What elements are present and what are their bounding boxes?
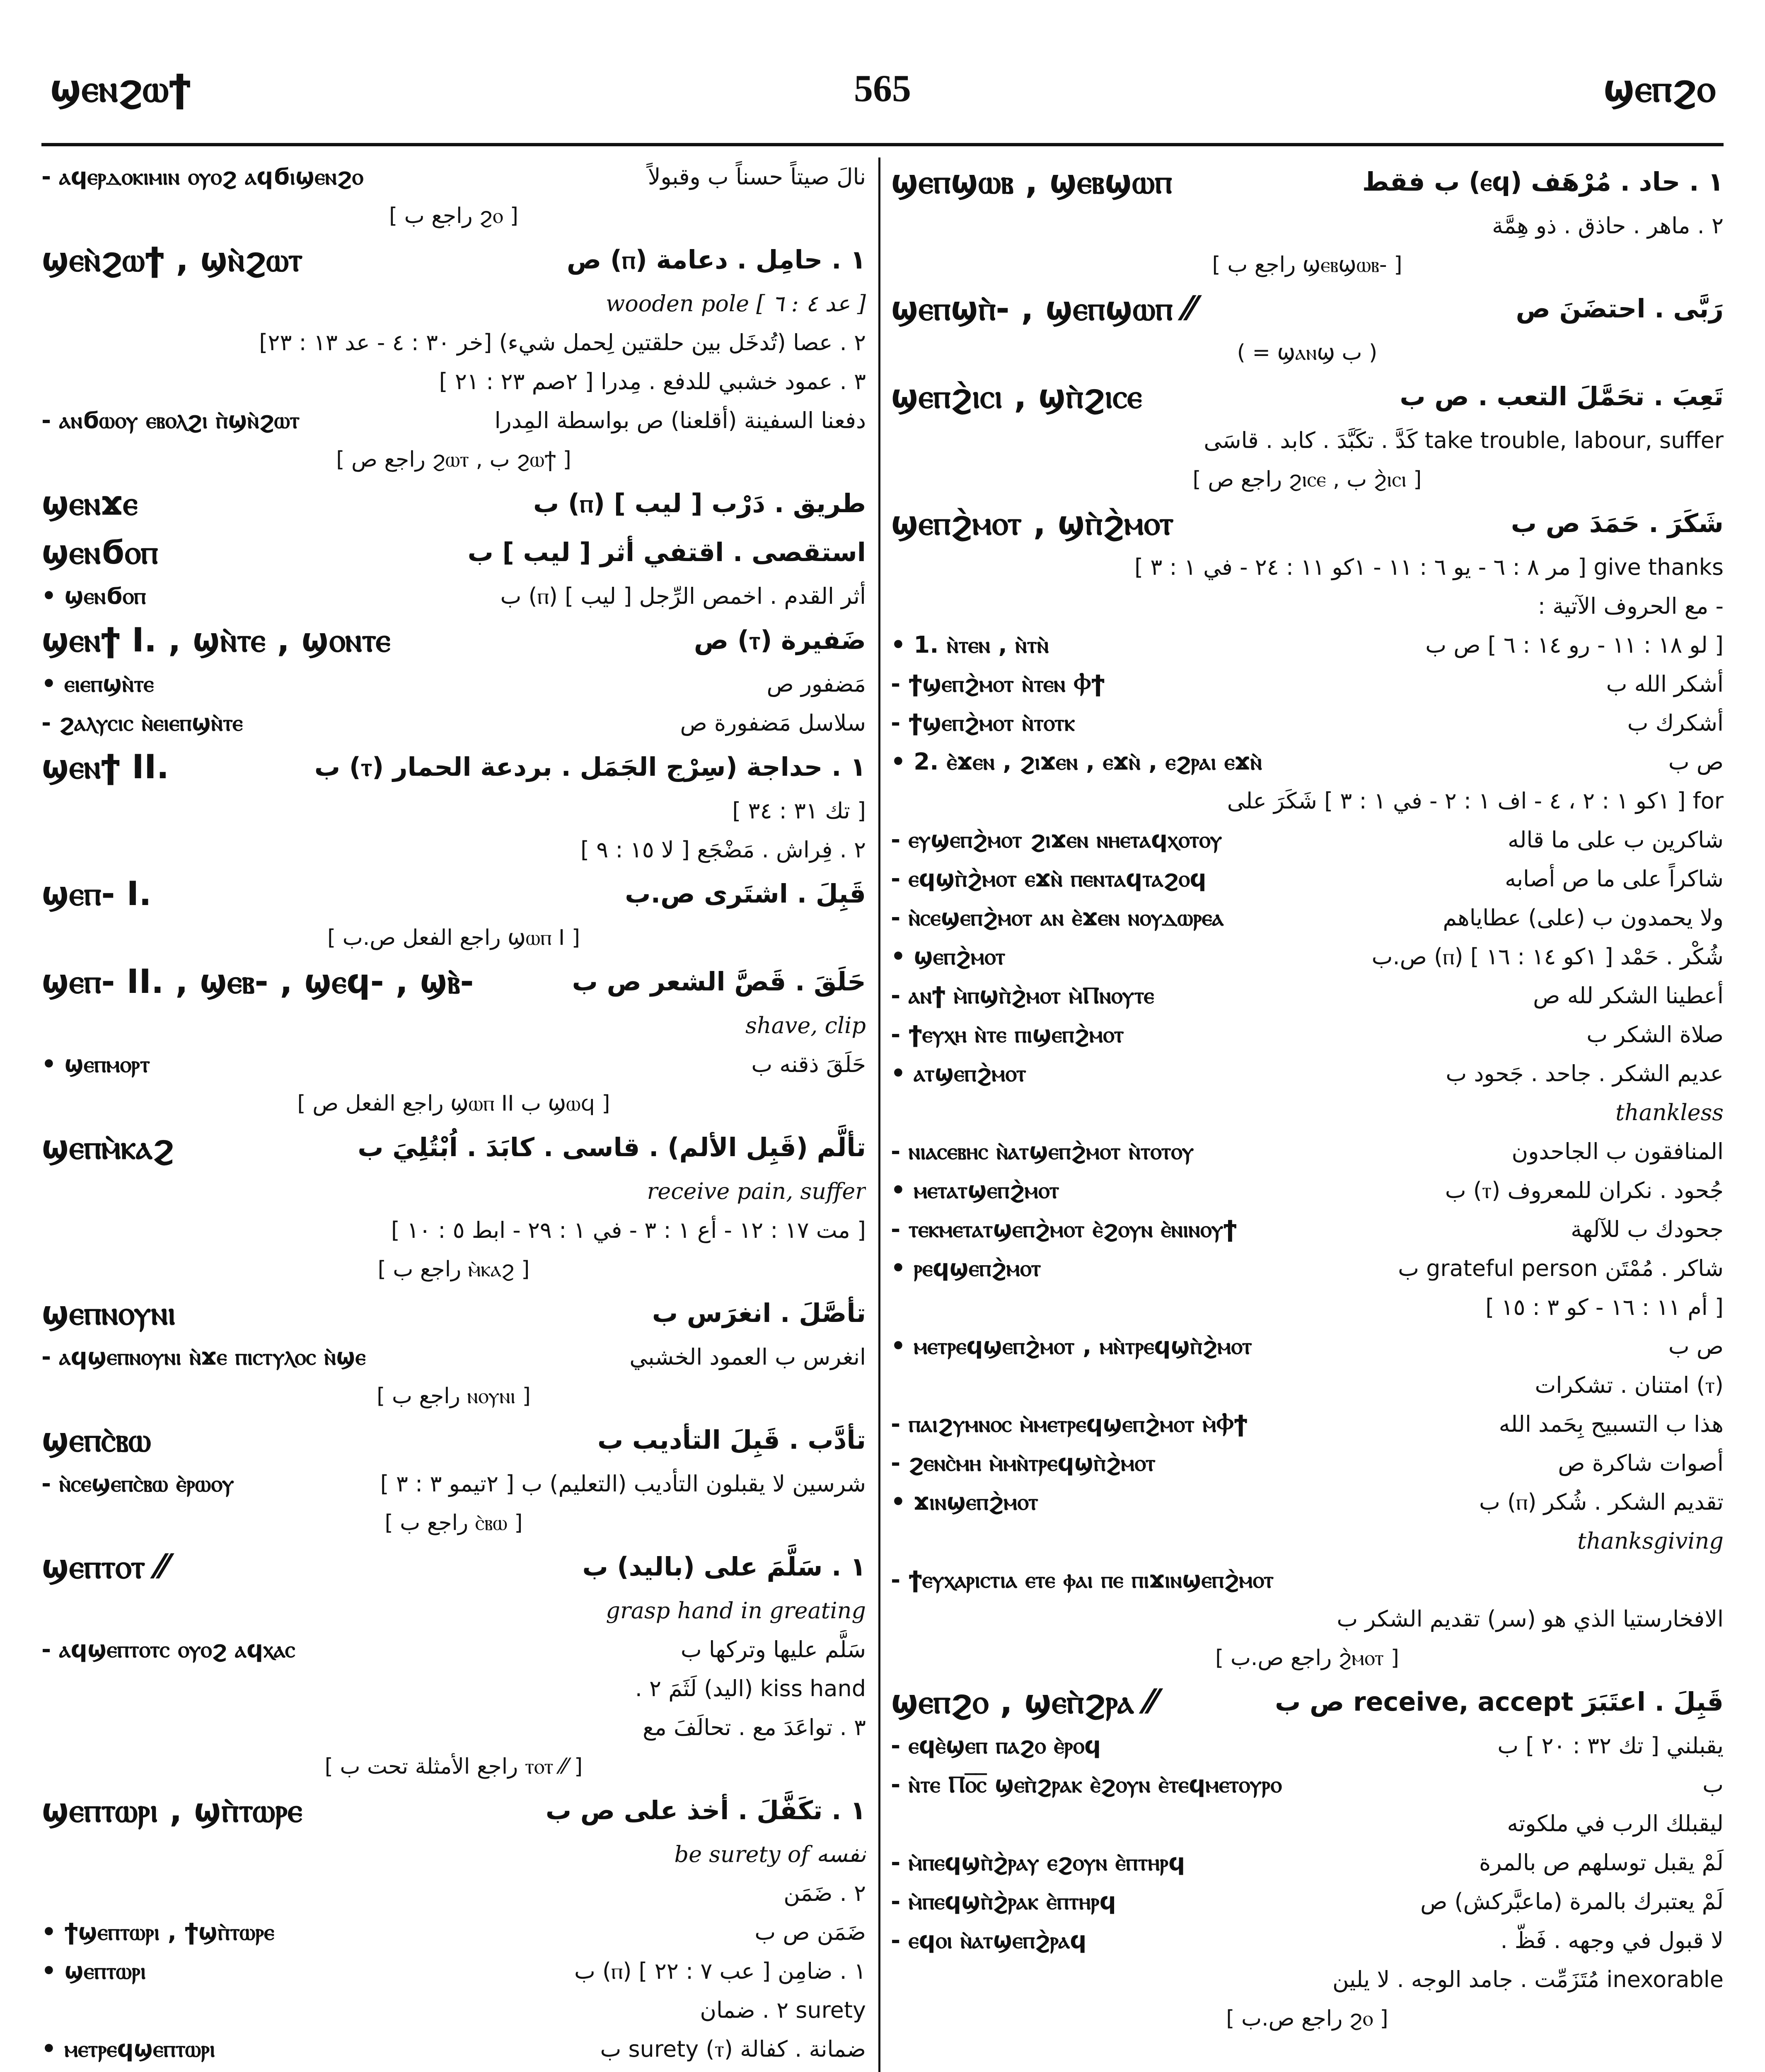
- arabic-text: شَكَرَ . حَمَدَ ص ب: [1511, 508, 1724, 538]
- arabic-text: أشكرك ب: [1627, 710, 1724, 736]
- arabic-text: ليقبلك الرب في ملكوته: [1507, 1811, 1724, 1837]
- coptic-text: - ϩⲁⲗⲩⲥⲓⲥ ⲛ̀ⲉⲓⲉⲡϣⲛ̀ⲧⲉ: [41, 709, 243, 736]
- dictionary-line: [891, 1483, 1724, 1522]
- dictionary-line: [41, 1913, 866, 1952]
- dictionary-line: [891, 937, 1724, 976]
- arabic-text: ولا يحمدون ب (على) عطاياهم: [1443, 905, 1724, 931]
- dictionary-line: [891, 421, 1724, 460]
- dictionary-line: [41, 1503, 866, 1542]
- coptic-text: • ϣⲉⲡⲧⲱⲣⲓ: [41, 1958, 146, 1985]
- arabic-text: شُكْر . حَمْد [ ١كو ١٤ : ١٦ ] (ⲡ) ص.ب: [1371, 944, 1724, 970]
- dictionary-line: [41, 1835, 866, 1874]
- coptic-text: • 2. ⲉ̀ϫⲉⲛ , ϩⲓϫⲉⲛ , ⲉϫⲛ̀ , ⲉϩⲣⲁⲓ ⲉϫⲛ̀: [891, 748, 1262, 775]
- dictionary-line: [891, 665, 1724, 704]
- column-divider: [878, 157, 880, 2072]
- coptic-text: ϣⲉⲛϫⲉ: [41, 484, 138, 523]
- dictionary-line: [41, 1338, 866, 1377]
- coptic-text: - ⲁϥⲉⲣⲇⲟⲕⲓⲙⲓⲛ ⲟⲩⲟϩ ⲁϥϭⲓϣⲉⲛϩⲟ: [41, 163, 363, 190]
- coptic-text: ϣⲉⲡϣⲡ̀- , ϣⲉⲡϣⲱⲡ ⁄⁄: [891, 289, 1196, 328]
- coptic-text: - ϯϣⲉⲡϩ̀ⲙⲟⲧ ⲛ̀ⲧⲟⲧⲕ: [891, 709, 1075, 736]
- cross-reference: [ راجع ص.ب ϩⲟ ]: [1226, 2006, 1388, 2031]
- english-gloss: receive pain, suffer: [647, 1178, 866, 1204]
- cross-reference: [ راجع ص.ب ϩ̀ⲙⲟⲧ ]: [1215, 1646, 1399, 1670]
- arabic-text: ٢ . ماهر . حاذق . ذو هِمَّة: [1492, 213, 1724, 239]
- dictionary-line: [891, 704, 1724, 743]
- arabic-text: استقصى . اقتفي أثر [ ليب ] ب: [467, 537, 866, 567]
- cross-reference: [ راجع الفعل ص.ب ϣⲱⲡ I ]: [327, 925, 580, 950]
- page-header: [41, 41, 1724, 124]
- arabic-text: ص ب: [1668, 1333, 1724, 1359]
- arabic-text: ب: [1702, 1772, 1724, 1798]
- dictionary-line: [891, 157, 1724, 206]
- arabic-text: نالَ صيتاً حسناً ب وقبولاً: [648, 164, 866, 190]
- dictionary-line: [41, 1786, 866, 1835]
- dictionary-line: [891, 587, 1724, 626]
- coptic-text: ϣⲉⲡϣⲱⲃ , ϣⲉⲃϣⲱⲡ: [891, 162, 1172, 201]
- coptic-text: • ⲙⲉⲧⲣⲉϥϣⲉⲡⲧⲱⲣⲓ: [41, 2036, 215, 2062]
- coptic-text: ϣⲉⲛ̀ϩⲱϯ , ϣⲛ̀ϩⲱⲧ: [41, 240, 303, 279]
- cross-reference: [ راجع الفعل ص ϣⲱⲡ II ب ϣⲱϥ ]: [297, 1091, 610, 1116]
- coptic-text: • ϯϣⲉⲡⲧⲱⲣⲓ , ϯϣⲡ̀ⲧⲱⲣⲉ: [41, 1919, 275, 1946]
- arabic-text: ٢ . عصا (تُدخَل بين حلقتين لِحمل شيء) [خر ٣٠ : ٤ - عد ١٣ : ٢٣]: [259, 329, 866, 356]
- arabic-text: ١ . ضامِن [ عب ٧ : ٢٢ ] (ⲡ) ب: [574, 1958, 866, 1984]
- dictionary-line: [41, 1172, 866, 1211]
- dictionary-line: [41, 440, 866, 479]
- arabic-text: take trouble, labour, suffer كَدَّ . تكَبَّدَ . كابد . قاسَى: [1204, 427, 1724, 453]
- arabic-text: الافخارستيا الذي هو (سر) تقديم الشكر ب: [1337, 1606, 1724, 1632]
- dictionary-line: [891, 1249, 1724, 1288]
- dictionary-line: [41, 1464, 866, 1503]
- coptic-text: • ⲉⲓⲉⲡϣⲛ̀ⲧⲉ: [41, 670, 154, 697]
- coptic-text: ϣⲉⲛϯ II.: [41, 748, 169, 786]
- arabic-text: عديم الشكر . جاحد . جَحود ب: [1446, 1060, 1724, 1087]
- coptic-text: - ⲛ̀ⲥⲉϣⲉⲡϩ̀ⲙⲟⲧ ⲁⲛ ⲉ̀ϫⲉⲛ ⲛⲟⲩⲇⲱⲣⲉⲁ: [891, 904, 1224, 931]
- dictionary-line: [891, 1288, 1724, 1327]
- cross-reference: [ راجع ب ⲛⲟⲩⲛⲓ ]: [377, 1384, 531, 1409]
- dictionary-line: [891, 1093, 1724, 1132]
- dictionary-line: [41, 401, 866, 440]
- dictionary-line: [41, 157, 866, 196]
- english-gloss: thanksgiving: [1577, 1528, 1724, 1554]
- coptic-text: ϣⲉⲡϩ̀ⲓⲥⲓ , ϣⲡ̀ϩⲓⲥⲉ: [891, 377, 1142, 416]
- coptic-text: ϣⲉⲡ- I.: [41, 874, 152, 913]
- dictionary-line: [41, 1084, 866, 1123]
- dictionary-line: [41, 1630, 866, 1669]
- dictionary-line: [891, 1804, 1724, 1843]
- arabic-text: ١ . حامِل . دعامة (ⲡ) ص: [566, 244, 866, 275]
- coptic-text: - ⲛ̀ⲧⲉ Ⲡⲟ̅ⲥ̅ ϣⲉⲡ̀ϩⲣⲁⲕ ⲉ̀ϩⲟⲩⲛ ⲉ̀ⲧⲉϥⲙⲉⲧⲟⲩⲣⲟ: [891, 1771, 1282, 1798]
- arabic-text: يقبلني [ تك ٣٢ : ٢٠ ] ب: [1497, 1733, 1724, 1759]
- arabic-text: surety ٢ . ضمان: [700, 1997, 866, 2023]
- coptic-text: • ⲙⲉⲧⲣⲉϥϣⲉⲡϩ̀ⲙⲟⲧ , ⲙⲛ̀ⲧⲣⲉϥϣⲡ̀ϩ̀ⲙⲟⲧ: [891, 1333, 1252, 1360]
- dictionary-line: [891, 821, 1724, 859]
- arabic-text: أصوات شاكرة ص: [1558, 1450, 1724, 1476]
- english-gloss: thankless: [1615, 1099, 1724, 1126]
- coptic-text: - ⲡⲁⲓϩⲩⲙⲛⲟⲥ ⲙ̀ⲙⲉⲧⲣⲉϥϣⲉⲡϩ̀ⲙⲟⲧ ⲙ̀Ⲫϯ: [891, 1411, 1248, 1438]
- coptic-text: [41, 2069, 290, 2072]
- english-gloss: wooden pole [ عد ٤ : ٦ ]: [606, 290, 866, 317]
- coptic-text: - ⲁⲛϯ ⲙ̀ⲡϣⲡ̀ϩ̀ⲙⲟⲧ ⲙ̀Ⲡⲛⲟⲩⲧⲉ: [891, 982, 1154, 1009]
- coptic-text: - ⲉϥⲟⲓ ⲛ̀ⲁⲧϣⲉⲡϩ̀ⲣⲁϥ: [891, 1927, 1087, 1954]
- dictionary-line: [891, 898, 1724, 937]
- dictionary-line: [41, 196, 866, 235]
- arabic-text: [ تك ٣١ : ٣٤ ]: [732, 798, 866, 824]
- dictionary-line: [891, 1444, 1724, 1483]
- arabic-text: ١ . حداجة (سِرْج الجَمَل . بردعة الحمار (ⲧ) ب: [314, 752, 866, 782]
- arabic-text: صلاة الشكر ب: [1586, 1021, 1724, 1048]
- running-head-right: ϣⲉⲡϩⲟ: [1603, 66, 1715, 111]
- dictionary-line: [891, 1843, 1724, 1882]
- arabic-text: شاكراً على ما ص أصابه: [1505, 866, 1724, 892]
- coptic-text: ϣⲉⲡϩⲟ , ϣⲉⲡ̀ϩⲣⲁ ⁄⁄: [891, 1682, 1157, 1721]
- arabic-text: سَلَّم عليها وتركها ب: [680, 1636, 866, 1663]
- dictionary-line: [41, 1006, 866, 1045]
- coptic-text: - ϩⲉⲛⲥ̀ⲙⲏ ⲙ̀ⲙⲛ̀ⲧⲣⲉϥϣⲡ̀ϩ̀ⲙⲟⲧ: [891, 1450, 1156, 1477]
- dictionary-line: [891, 1765, 1724, 1804]
- cross-reference: [ راجع ب ⲙ̀ⲕⲁϩ ]: [377, 1257, 530, 1282]
- coptic-text: - ⲉⲩϣⲉⲡϩ̀ⲙⲟⲧ ϩⲓϫⲉⲛ ⲛⲏⲉⲧⲁϥⲭⲟⲧⲟⲩ: [891, 826, 1222, 853]
- cross-reference: [ راجع ب ϩⲟ ]: [389, 203, 519, 228]
- dictionary-line: [891, 460, 1724, 499]
- dictionary-line: [891, 1366, 1724, 1405]
- arabic-text: شاكر . مُمْتَن grateful person ب: [1398, 1255, 1724, 1281]
- dictionary-line: [41, 830, 866, 869]
- coptic-text: ϣⲉⲛϭⲟⲡ: [41, 533, 158, 571]
- dictionary-line: [891, 1327, 1724, 1366]
- dictionary-line: [891, 1561, 1724, 1600]
- dictionary-line: [891, 1639, 1724, 1677]
- dictionary-line: [41, 1045, 866, 1084]
- coptic-text: - ⲧⲉⲕⲙⲉⲧⲁⲧϣⲉⲡϩ̀ⲙⲟⲧ ⲉ̀ϩⲟⲩⲛ ⲉ̀ⲛⲓⲛⲟⲩϯ: [891, 1216, 1237, 1243]
- arabic-text: ٣ . عمود خشبي للدفع . مِدرا [ ٢صم ٢٣ : ٢١ ]: [439, 368, 866, 395]
- arabic-text: تَعِبَ . تحَمَّلَ التعب . ص ب: [1400, 381, 1724, 411]
- dictionary-line: [41, 323, 866, 362]
- cross-reference: [ راجع ب ⲥ̀ⲃⲱ ]: [384, 1510, 523, 1535]
- arabic-text: ١ . سَلَّمَ على (باليد) ب: [582, 1552, 866, 1582]
- dictionary-line: [41, 362, 866, 401]
- dictionary-line: [891, 782, 1724, 821]
- dictionary-line: [891, 1210, 1724, 1249]
- arabic-text: حَلَقَ ذقنه ب: [751, 1051, 866, 1077]
- coptic-text: ϣⲉⲡⲙ̀ⲕⲁϩ: [41, 1128, 174, 1167]
- coptic-text: ϣⲉⲡϩ̀ⲙⲟⲧ , ϣⲡ̀ϩ̀ⲙⲟⲧ: [891, 504, 1174, 542]
- dictionary-line: [891, 859, 1724, 898]
- arabic-text: رَبَّى . احتضَنَ ص: [1516, 293, 1724, 324]
- arabic-text: [694, 2069, 866, 2072]
- cross-reference: [ راجع الأمثلة تحت ب ⲧⲟⲧ ⁄⁄ ]: [324, 1754, 583, 1779]
- coptic-text: • ⲣⲉϥϣⲉⲡϩ̀ⲙⲟⲧ: [891, 1255, 1041, 1282]
- coptic-text: - ϯⲉⲩⲭⲏ ⲛ̀ⲧⲉ ⲡⲓϣⲉⲡϩ̀ⲙⲟⲧ: [891, 1021, 1124, 1048]
- dictionary-line: [891, 1405, 1724, 1444]
- coptic-text: - ⲁϥϣⲉⲡⲧⲟⲧⲥ ⲟⲩⲟϩ ⲁϥⲭⲁⲥ: [41, 1636, 295, 1663]
- dictionary-line: [41, 235, 866, 284]
- coptic-text: • ϣⲉⲡⲙⲟⲣⲧ: [41, 1051, 150, 1078]
- arabic-text: (ⲧ) امتنان . تشكرات: [1535, 1372, 1724, 1398]
- dictionary-line: [41, 1591, 866, 1630]
- coptic-text: • ϣⲉⲡϩ̀ⲙⲟⲧ: [891, 943, 1006, 970]
- running-head-left: ϣⲉⲛϩⲱϯ: [50, 66, 191, 111]
- coptic-text: - ⲉϥⲉ̀ϣⲉⲡ ⲡⲁϩⲟ ⲉ̀ⲣⲟϥ: [891, 1732, 1101, 1759]
- coptic-text: - ⲁϥϣⲉⲡⲛⲟⲩⲛⲓ ⲛ̀ϫⲉ ⲡⲓⲥⲧⲩⲗⲟⲥ ⲛ̀ϣⲉ: [41, 1343, 366, 1370]
- arabic-text: هذا ب التسبيح بِحَمد الله: [1499, 1411, 1724, 1437]
- arabic-text: شرسين لا يقبلون التأديب (التعليم) ب [ ٢تيمو ٣ : ٣ ]: [380, 1471, 866, 1497]
- arabic-text: لا قبول في وجهه . فَظّ .: [1500, 1927, 1724, 1953]
- arabic-text: حَلَقَ . قَصَّ الشعر ص ب: [572, 966, 866, 997]
- coptic-text: ϣⲉⲡⲥ̀ⲃⲱ: [41, 1421, 151, 1459]
- arabic-text: for [ ١كو ١ : ٢ ، ٤ - اف ١ : ٢ - في ١ : ٣ ] شَكَرَ على: [1227, 788, 1724, 814]
- arabic-text: - مع الحروف الآتية :: [1538, 593, 1724, 619]
- dictionary-line: [891, 206, 1724, 245]
- arabic-text: ١ . حاد . مُرْهَف (ⲉϥ) ب فقط: [1362, 167, 1724, 197]
- arabic-text: سلاسل مَضفورة ص: [680, 710, 866, 736]
- arabic-text: [ مت ١٧ : ١٢ - أع ١ : ٣ - في ١ : ٢٩ - ابط ٥ : ١٠ ]: [391, 1217, 866, 1243]
- arabic-text: تأدَّب . قَبِلَ التأديب ب: [597, 1425, 866, 1455]
- dictionary-line: [41, 792, 866, 830]
- arabic-text: جُحود . نكران للمعروف (ⲧ) ب: [1445, 1177, 1724, 1203]
- dictionary-line: [891, 548, 1724, 587]
- arabic-text: [ أم ١١ : ١٦ - كو ٣ : ١٥ ]: [1485, 1294, 1724, 1320]
- arabic-text: ضَفيرة (ⲧ) ص: [694, 625, 866, 655]
- dictionary-line: [891, 1921, 1724, 1960]
- arabic-text: أعطينا الشكر لله ص: [1533, 983, 1724, 1009]
- arabic-text: inexorable مُتَزَمِّت . جامد الوجه . لا يلين: [1332, 1966, 1724, 1992]
- arabic-text: ٢ . ضَمَن: [783, 1880, 866, 1906]
- arabic-text: مَضفور ص: [766, 671, 866, 697]
- coptic-text: ϣⲉⲡⲧⲱⲣⲓ , ϣⲡ̀ⲧⲱⲣⲉ: [41, 1791, 302, 1830]
- dictionary-line: [41, 1874, 866, 1913]
- dictionary-line: [41, 1123, 866, 1172]
- coptic-text: - ⲉϥϣⲡ̀ϩ̀ⲙⲟⲧ ⲉϫⲛ̀ ⲡⲉⲛⲧⲁϥⲧⲁϩⲟϥ: [891, 865, 1206, 892]
- coptic-text: - ⲙ̀ⲡⲉϥϣⲡ̀ϩ̀ⲣⲁⲕ ⲉ̀ⲡⲧⲏⲣϥ: [891, 1888, 1116, 1915]
- dictionary-line: [41, 1416, 866, 1464]
- english-gloss: grasp hand in greating: [606, 1598, 866, 1624]
- english-gloss: be surety of نفسه: [674, 1841, 866, 1867]
- dictionary-line: [891, 245, 1724, 284]
- coptic-text: • ⲙⲉⲧⲁⲧϣⲉⲡϩ̀ⲙⲟⲧ: [891, 1177, 1059, 1204]
- arabic-text: جحودك ب للآلهة: [1571, 1216, 1724, 1242]
- dictionary-line: [891, 1132, 1724, 1171]
- dictionary-line: [41, 1669, 866, 1708]
- coptic-text: • ⲁⲧϣⲉⲡϩ̀ⲙⲟⲧ: [891, 1060, 1026, 1087]
- cross-reference: ( = ϣⲁⲛϣ ب ): [1237, 340, 1378, 365]
- arabic-text: طريق . دَرْب [ ليب ] (ⲡ) ب: [533, 488, 866, 518]
- header-rule: [41, 143, 1724, 146]
- dictionary-line: [41, 869, 866, 918]
- right-column: [891, 157, 1724, 2072]
- dictionary-line: [891, 1015, 1724, 1054]
- coptic-text: - ⲛ̀ⲥⲉϣⲉⲡⲥ̀ⲃⲱ ⲉ̀ⲣⲱⲟⲩ: [41, 1470, 234, 1497]
- coptic-text: - ⲙ̀ⲡⲉϥϣⲡ̀ϩ̀ⲣⲁⲩ ⲉϩⲟⲩⲛ ⲉ̀ⲡⲧⲏⲣϥ: [891, 1849, 1185, 1876]
- dictionary-line: [891, 1882, 1724, 1921]
- arabic-text: دفعنا السفينة (أقلعنا) ص بواسطة المِدرا: [494, 407, 866, 433]
- coptic-text: ϣⲉⲡ- II. , ϣⲉⲃ- , ϣⲉϥ- , ϣⲃ̀-: [41, 962, 474, 1001]
- arabic-text: شاكرين ب على ما قاله: [1508, 827, 1724, 853]
- cross-reference: [ راجع ب ϣⲉⲃϣⲱⲃ- ]: [1212, 252, 1402, 277]
- arabic-text: لَمْ يقبل توسلهم ص بالمرة: [1479, 1849, 1724, 1876]
- arabic-text: أشكر الله ب: [1606, 671, 1724, 697]
- english-gloss: shave, clip: [745, 1012, 866, 1038]
- page-number: 565: [854, 67, 911, 109]
- dictionary-line: [41, 2069, 866, 2072]
- dictionary-line: [891, 1600, 1724, 1639]
- dictionary-line: [41, 1377, 866, 1416]
- dictionary-line: [891, 1054, 1724, 1093]
- dictionary-line: [891, 743, 1724, 782]
- dictionary-line: [891, 1726, 1724, 1765]
- dictionary-line: [41, 1542, 866, 1591]
- arabic-text: تألَّم (قَبِل الألم) . قاسى . كابَدَ . اُبْتُلِيَ ب: [358, 1132, 866, 1162]
- dictionary-line: [41, 918, 866, 957]
- coptic-text: - ϯϣⲉⲡϩ̀ⲙⲟⲧ ⲛ̀ⲧⲉⲛ Ⲫϯ: [891, 670, 1105, 697]
- dictionary-line: [891, 372, 1724, 421]
- arabic-text: ضَمَن ص ب: [754, 1919, 866, 1945]
- arabic-text: ص ب: [1668, 749, 1724, 775]
- dictionary-line: [41, 284, 866, 323]
- arabic-text: ضمانة . كفالة surety (ⲧ) ب: [600, 2036, 866, 2062]
- dictionary-line: [41, 479, 866, 528]
- coptic-text: • ϣⲉⲛϭⲟⲡ: [41, 583, 146, 610]
- cross-reference: [ راجع ص ϩⲱⲧ , ب ϩⲱϯ ]: [336, 447, 571, 472]
- coptic-text: • ϫⲓⲛϣⲉⲡϩ̀ⲙⲟⲧ: [891, 1489, 1038, 1515]
- dictionary-line: [41, 1289, 866, 1338]
- dictionary-line: [891, 1999, 1724, 2038]
- left-column: [41, 157, 866, 2072]
- dictionary-line: [891, 626, 1724, 665]
- dictionary-line: [41, 616, 866, 665]
- arabic-text: تقديم الشكر . شُكر (ⲡ) ب: [1479, 1489, 1724, 1515]
- coptic-text: - ⲁⲛϭⲱⲟⲩ ⲉⲃⲟⲗϩⲓ ⲡ̀ϣⲛ̀ϩⲱⲧ: [41, 407, 300, 434]
- arabic-text: give thanks [ مر ٨ : ٦ - يو ٦ : ١١ - ١كو ١١ : ٢٤ - في ١ : ٣ ]: [1134, 554, 1724, 580]
- dictionary-line: [41, 1211, 866, 1250]
- dictionary-line: [891, 976, 1724, 1015]
- coptic-text: • 1. ⲛ̀ⲧⲉⲛ , ⲛ̀ⲧⲛ̀: [891, 632, 1049, 658]
- dictionary-line: [41, 704, 866, 743]
- arabic-text: ١ . تكَفَّلَ . أخذ على ص ب: [545, 1795, 866, 1825]
- arabic-text: تأصَّلَ . انغرَس ب: [652, 1298, 866, 1328]
- dictionary-line: [41, 1991, 866, 2030]
- arabic-text: قَبِلَ . اشتَرى ص.ب: [625, 879, 866, 909]
- dictionary-line: [891, 1522, 1724, 1561]
- dictionary-line: [891, 1677, 1724, 1726]
- arabic-text: انغرس ب العمود الخشبي: [629, 1344, 866, 1370]
- dictionary-line: [891, 284, 1724, 333]
- dictionary-line: [891, 333, 1724, 372]
- arabic-text: لَمْ يعتبرك بالمرة (ماعبَّركش) ص: [1420, 1888, 1724, 1915]
- dictionary-line: [41, 665, 866, 704]
- coptic-text: - ϯⲉⲩⲭⲁⲣⲓⲥⲧⲓⲁ ⲉⲧⲉ ⲫⲁⲓ ⲡⲉ ⲡⲓϫⲓⲛϣⲉⲡϩ̀ⲙⲟⲧ: [891, 1566, 1274, 1593]
- coptic-text: ϣⲉⲡⲧⲟⲧ ⁄⁄: [41, 1547, 168, 1586]
- arabic-text: أثر القدم . اخمص الرِّجل [ ليب ] (ⲡ) ب: [500, 583, 866, 609]
- dictionary-line: [891, 499, 1724, 548]
- dictionary-line: [41, 528, 866, 577]
- arabic-text: المنافقون ب الجاحدون: [1511, 1138, 1724, 1164]
- arabic-text: [ لو ١٨ : ١١ - رو ١٤ : ٦ ] ص ب: [1425, 632, 1724, 658]
- dictionary-line: [41, 1952, 866, 1991]
- coptic-text: ϣⲉⲡⲛⲟⲩⲛⲓ: [41, 1294, 176, 1332]
- arabic-text: kiss hand (اليد) لَثَمَ ٢ .: [635, 1675, 866, 1702]
- arabic-text: ٢ . فِراش . مَضْجَع [ لا ١٥ : ٩ ]: [580, 837, 866, 863]
- dictionary-line: [41, 2030, 866, 2069]
- dictionary-line: [41, 1250, 866, 1289]
- dictionary-line: [891, 1960, 1724, 1999]
- dictionary-line: [41, 1747, 866, 1786]
- dictionary-line: [891, 1171, 1724, 1210]
- arabic-text: قَبِلَ . اعتَبَرَ receive, accept ص ب: [1275, 1687, 1724, 1717]
- dictionary-line: [41, 957, 866, 1006]
- coptic-text: ϣⲉⲛϯ I. , ϣⲛ̀ⲧⲉ , ϣⲟⲛⲧⲉ: [41, 621, 391, 659]
- coptic-text: - ⲛⲓⲁⲥⲉⲃⲏⲥ ⲛ̀ⲁⲧϣⲉⲡϩ̀ⲙⲟⲧ ⲛ̀ⲧⲟⲧⲟⲩ: [891, 1138, 1194, 1165]
- cross-reference: [ راجع ص ϩⲓⲥⲉ , ب ϩ̀ⲓⲥⲓ ]: [1192, 467, 1422, 492]
- dictionary-line: [41, 743, 866, 792]
- arabic-text: ٣ . تواعَدَ مع . تحالَفَ مع: [643, 1714, 866, 1740]
- dictionary-line: [41, 577, 866, 616]
- dictionary-line: [41, 1708, 866, 1747]
